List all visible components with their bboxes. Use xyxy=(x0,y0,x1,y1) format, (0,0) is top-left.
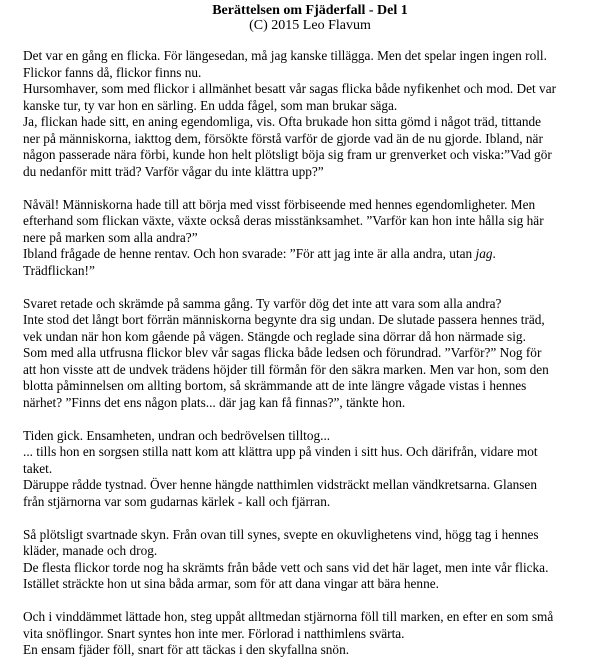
paragraph xyxy=(23,527,597,593)
text-line: kläder, manade och drog. xyxy=(23,543,158,558)
story-body xyxy=(23,48,597,659)
text-line: du nedanför mitt träd? Varför vågar du inte klättra upp?” xyxy=(23,163,324,179)
copyright-line: (C) 2015 Leo Flavum xyxy=(249,18,371,33)
text-line: Svaret retade och skrämde på samma gång. Ty varför dög det inte att vara som alla andra? xyxy=(23,295,502,311)
text-line: vek undan när hon kom gående på vägen. Stängde och reglade sina dörrar då hon närmade sig. xyxy=(23,328,526,344)
text-line: Tiden gick. Ensamheten, undran och bedrövelsen tilltog... xyxy=(23,427,331,443)
text-line: taket. xyxy=(23,460,53,476)
text-line: blotta påminnelsen om allting bortom, så skrämmande att de inte längre vågade vistas i hennes xyxy=(23,378,527,393)
text-line: ... tills hon en sorgsen stilla natt kom att klättra upp på vinden i sitt hus. Och därifrån, vidare mot xyxy=(23,444,538,459)
text-line: ner på människorna, iakttog dem, försökte förstå varför de gjorde vad än de nu gjorde. Ibland, när xyxy=(23,130,543,146)
text-line: Hursomhaver, som med flickor i allmänhet besatt vår sagas flicka både nyfikenhet och mod. Det var xyxy=(23,81,557,96)
text-line: närhet? ”Finns det ens någon plats... där jag kan få finnas?”, tänkte hon. xyxy=(23,394,406,410)
text-line: att hon visste att de undvek trädens höjder till förmån för den säkra marken. Men var hon, som den xyxy=(23,361,549,377)
text-line: Trädflickan!” xyxy=(23,262,95,278)
paragraph xyxy=(23,197,597,280)
text-line: kanske tur, ty var hon en särling. En udda fågel, som man brukar säga. xyxy=(23,97,398,113)
text-line: vita snöflingor. Snart syntes hon inte mer. Förlorad i natthimlens svärta. xyxy=(23,625,405,641)
text-line: Det var en gång en flicka. För längesedan, må jag kanske tillägga. Men det spelar ingen ingen roll. xyxy=(23,48,547,63)
text-line: Däruppe rådde tystnad. Över henne hängde natthimlen vidsträckt mellan vändkretsarna. Glansen xyxy=(23,477,537,492)
text-line: De flesta flickor torde nog ha skrämts från både vett och sans vid det här laget, men inte vår flicka. xyxy=(23,559,549,575)
text-line: Istället sträckte hon ut sina båda armar, som för att dana vingar att bära henne. xyxy=(23,576,439,591)
text-segment: . xyxy=(492,246,496,261)
text-line: En ensam fjäder föll, snart för att täckas i den skyfallna snön. xyxy=(23,642,350,657)
text-line: Flickor fanns då, flickor finns nu. xyxy=(23,64,202,80)
emphasized-word: jag xyxy=(475,246,493,261)
text-line: från stjärnorna var som gudarnas kärlek - kall och fjärran. xyxy=(23,493,331,509)
paragraph xyxy=(23,428,597,511)
text-line: Ja, flickan hade sitt, en aning egendomliga, vis. Ofta brukade hon sitta gömd i något träd, tittande xyxy=(23,114,542,129)
paragraph xyxy=(23,296,597,412)
text-line: efterhand som flickan växte, växte också deras misstänksamhet. ”Varför kan hon inte hålla sig här xyxy=(23,213,544,228)
text-line: någon passerade nära förbi, kunde hon helt plötsligt böja sig fram ur grenverket och viska:”Vad gör xyxy=(23,147,552,162)
text-segment: Ibland frågade de henne rentav. Och hon svarade: ”För att jag inte är alla andra, utan xyxy=(23,246,476,261)
paragraph xyxy=(23,48,597,180)
text-line: Så plötsligt svartnade skyn. Från ovan till synes, svepte en okuvlighetens vind, högg tag i hennes xyxy=(23,526,539,542)
paragraph xyxy=(23,609,597,659)
text-line: Som med alla utfrusna flickor blev vår sagas flicka både ledsen och förundrad. ”Varför?” Nog för xyxy=(23,345,542,360)
text-line: Inte stod det långt bort förrän människorna begynte dra sig undan. De slutade passera hennes träd, xyxy=(23,312,545,327)
document-title: Berättelsen om Fjäderfall - Del 1 xyxy=(212,3,408,18)
text-line: Och i vinddämmet lättade hon, steg uppåt alltmedan stjärnorna föll till marken, en efter en som små xyxy=(23,609,554,624)
text-line xyxy=(23,246,597,263)
text-line: nere på marken som alla andra?” xyxy=(23,229,198,245)
text-line: Nåväl! Människorna hade till att börja med visst förbiseende med hennes egendomligheter. Men xyxy=(23,196,536,212)
